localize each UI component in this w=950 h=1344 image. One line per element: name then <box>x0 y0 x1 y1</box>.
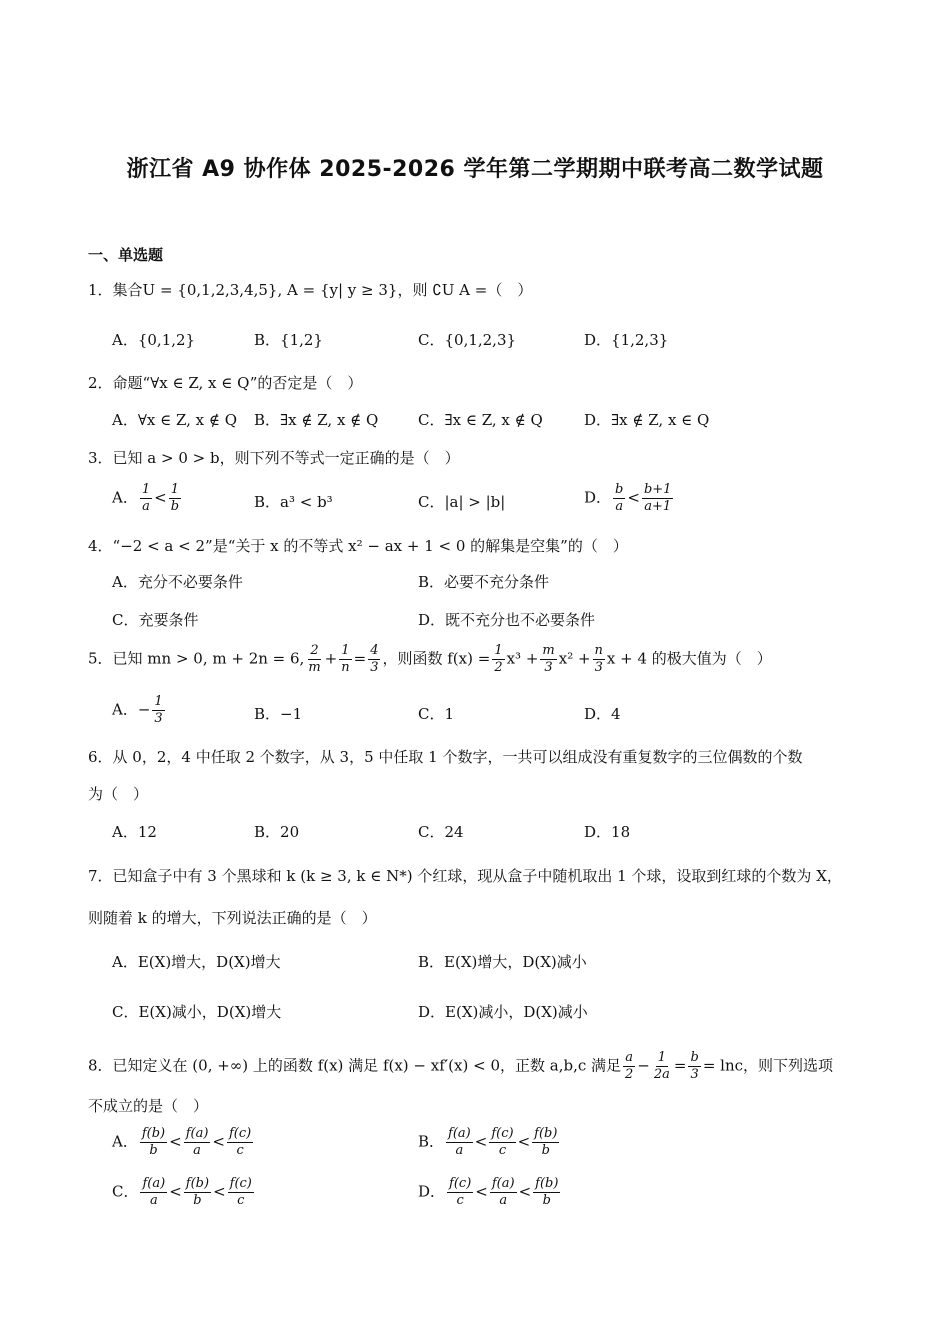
denominator: 2 <box>494 660 503 675</box>
numerator: f(a) <box>142 1176 166 1191</box>
q4-option-c: C．充要条件 <box>112 611 199 629</box>
numerator: 1 <box>154 694 163 709</box>
denominator: b <box>193 1193 202 1208</box>
q1-option-d: D．{1,2,3} <box>584 331 669 349</box>
denominator: b <box>149 1143 158 1158</box>
option-label: D． <box>584 488 612 507</box>
operator: < <box>474 1132 488 1151</box>
numerator: 1 <box>170 482 179 497</box>
numerator: 1 <box>141 482 151 497</box>
fraction <box>490 1176 517 1209</box>
operator: < <box>475 1182 488 1201</box>
q5-option-d: D．4 <box>584 705 621 723</box>
fraction <box>447 1176 473 1209</box>
numerator: f(c) <box>449 1176 472 1191</box>
numerator: f(b) <box>534 1126 558 1141</box>
q3-option-d <box>584 482 675 515</box>
q1-option-b: B．{1,2} <box>254 331 323 349</box>
q2-option-a: A．∀x ∈ Z, x ∉ Q <box>112 411 238 429</box>
stem-text: ，则函数 f(x) = <box>382 649 491 668</box>
q3-option-a <box>112 482 183 515</box>
numerator: b <box>690 1050 699 1065</box>
denominator: b <box>541 1143 550 1158</box>
operator: = <box>353 649 367 668</box>
operator: < <box>517 1132 531 1151</box>
q1-option-a: A．{0,1,2} <box>112 331 196 349</box>
fraction <box>184 1176 211 1209</box>
numerator: 1 <box>657 1050 667 1065</box>
q5-option-a <box>112 694 167 727</box>
numerator: f(b) <box>141 1126 166 1141</box>
operator: < <box>212 1132 225 1151</box>
question-7-stem-line2: 则随着 k 的增大，下列说法正确的是（ ） <box>88 909 377 927</box>
operator: + <box>324 649 338 668</box>
q8-option-b <box>418 1126 561 1159</box>
numerator: f(a) <box>491 1176 515 1191</box>
option-label: A． <box>112 488 138 507</box>
fraction <box>652 1050 672 1083</box>
operator: < <box>169 1182 182 1201</box>
numerator: m <box>542 643 555 658</box>
q6-option-c: C．24 <box>418 823 464 841</box>
stem-text: 8．已知定义在 (0, +∞) 上的函数 f(x) 满足 f(x) − xf′(x) < 0，正数 a,b,c 满足 <box>88 1056 622 1075</box>
q5-option-b: B．−1 <box>254 705 303 723</box>
question-8-stem <box>88 1050 833 1083</box>
fraction <box>642 482 674 515</box>
fraction <box>306 643 322 676</box>
q4-option-b: B．必要不充分条件 <box>418 573 550 591</box>
numerator: f(b) <box>535 1176 559 1191</box>
fraction <box>368 643 380 676</box>
q3-option-c: C．|a| > |b| <box>418 493 506 511</box>
denominator: b <box>170 499 180 514</box>
fraction <box>140 1126 167 1159</box>
numerator: f(a) <box>185 1126 209 1141</box>
fraction <box>688 1050 700 1083</box>
question-3-stem: 3．已知 a > 0 > b，则下列不等式一定正确的是（ ） <box>88 449 460 467</box>
denominator: a <box>142 499 150 514</box>
fraction <box>140 482 152 515</box>
denominator: 3 <box>690 1067 699 1082</box>
stem-text: x + 4 的极大值为（ ） <box>606 649 772 668</box>
q8-option-c <box>112 1176 256 1209</box>
q8-option-a <box>112 1126 255 1159</box>
q2-option-d: D．∃x ∉ Z, x ∈ Q <box>584 411 710 429</box>
denominator: a <box>149 1193 158 1208</box>
option-label: A．− <box>112 700 151 719</box>
fraction <box>228 1176 254 1209</box>
numerator: 1 <box>494 643 503 658</box>
operator: < <box>627 488 640 507</box>
q2-option-c: C．∃x ∈ Z, x ∉ Q <box>418 411 543 429</box>
question-6-stem-line1: 6．从 0，2，4 中任取 2 个数字，从 3，5 中任取 1 个数字，一共可以组成没有重复数字的三位偶数的个数 <box>88 748 803 766</box>
section-heading: 一、单选题 <box>88 246 164 264</box>
numerator: a <box>625 1050 634 1065</box>
fraction <box>492 643 504 676</box>
denominator: a <box>455 1143 464 1158</box>
fraction <box>623 1050 635 1083</box>
q7-option-d: D．E(X)减小，D(X)减小 <box>418 1003 588 1021</box>
option-label: A． <box>112 1132 138 1151</box>
stem-text: 5．已知 mn > 0, m + 2n = 6, <box>88 649 305 668</box>
denominator: c <box>237 1193 245 1208</box>
q4-option-d: D．既不充分也不必要条件 <box>418 611 596 629</box>
fraction <box>184 1126 211 1159</box>
denominator: 3 <box>370 660 379 675</box>
fraction <box>540 643 556 676</box>
operator: < <box>213 1182 226 1201</box>
numerator: b <box>615 482 624 497</box>
denominator: 2a <box>653 1067 670 1082</box>
denominator: a <box>615 499 624 514</box>
denominator: m <box>308 660 321 675</box>
question-4-stem: 4．“−2 < a < 2”是“关于 x 的不等式 x² − ax + 1 < 0 的解集是空集”的（ ） <box>88 537 628 555</box>
denominator: 3 <box>594 660 603 675</box>
fraction <box>227 1126 253 1159</box>
numerator: f(c) <box>491 1126 514 1141</box>
q7-option-b: B．E(X)增大，D(X)减小 <box>418 953 587 971</box>
numerator: f(c) <box>229 1126 252 1141</box>
denominator: c <box>456 1193 464 1208</box>
option-label: B． <box>418 1132 445 1151</box>
q6-option-a: A．12 <box>112 823 157 841</box>
numerator: 4 <box>370 643 379 658</box>
page-title: 浙江省 A9 协作体 2025-2026 学年第二学期期中联考高二数学试题 <box>126 157 824 182</box>
question-5-stem <box>88 643 772 676</box>
q7-option-a: A．E(X)增大，D(X)增大 <box>112 953 281 971</box>
numerator: f(b) <box>185 1176 210 1191</box>
fraction <box>169 482 181 515</box>
fraction <box>532 1126 559 1159</box>
operator: < <box>169 1132 182 1151</box>
fraction <box>613 482 625 515</box>
operator: − <box>637 1056 650 1075</box>
fraction <box>489 1126 515 1159</box>
question-6-stem-line2: 为（ ） <box>88 785 149 803</box>
q3-option-b: B．a³ < b³ <box>254 493 333 511</box>
numerator: f(c) <box>229 1176 252 1191</box>
fraction <box>533 1176 560 1209</box>
option-label: D． <box>418 1182 446 1201</box>
denominator: 3 <box>544 660 553 675</box>
term: x³ + <box>506 649 539 668</box>
fraction <box>339 643 351 676</box>
numerator: 1 <box>341 643 350 658</box>
denominator: 3 <box>154 711 163 726</box>
question-2-stem: 2．命题“∀x ∈ Z, x ∈ Q”的否定是（ ） <box>88 374 363 392</box>
operator: < <box>154 488 167 507</box>
q7-option-c: C．E(X)减小，D(X)增大 <box>112 1003 282 1021</box>
q2-option-b: B．∃x ∉ Z, x ∉ Q <box>254 411 379 429</box>
denominator: b <box>542 1193 551 1208</box>
q4-option-a: A．充分不必要条件 <box>112 573 243 591</box>
numerator: b+1 <box>643 482 672 497</box>
q5-option-c: C．1 <box>418 705 455 723</box>
q1-option-c: C．{0,1,2,3} <box>418 331 517 349</box>
q6-option-d: D．18 <box>584 823 631 841</box>
fraction <box>140 1176 167 1209</box>
question-7-stem-line1: 7．已知盒子中有 3 个黑球和 k (k ≥ 3, k ∈ N*) 个红球，现从盒子中随机取出 1 个球，设取到红球的个数为 X， <box>88 867 842 885</box>
numerator: f(a) <box>448 1126 471 1141</box>
denominator: a+1 <box>644 499 672 514</box>
denominator: 2 <box>625 1067 634 1082</box>
fraction <box>152 694 164 727</box>
question-1-stem: 1．集合U = {0,1,2,3,4,5}, A = {y| y ≥ 3}，则 ∁U A =（ ） <box>88 281 533 299</box>
denominator: c <box>498 1143 507 1158</box>
operator: < <box>518 1182 532 1201</box>
option-label: C． <box>112 1182 139 1201</box>
denominator: a <box>499 1193 508 1208</box>
denominator: n <box>341 660 350 675</box>
fraction <box>593 643 605 676</box>
numerator: n <box>594 643 603 658</box>
q8-option-d <box>418 1176 562 1209</box>
operator: = <box>673 1056 687 1075</box>
numerator: 2 <box>310 643 319 658</box>
fraction <box>446 1126 473 1159</box>
stem-text: = lnc，则下列选项 <box>702 1056 834 1075</box>
denominator: c <box>236 1143 244 1158</box>
q6-option-b: B．20 <box>254 823 300 841</box>
question-8-stem-line2: 不成立的是（ ） <box>88 1097 209 1115</box>
term: x² + <box>558 649 591 668</box>
denominator: a <box>193 1143 201 1158</box>
